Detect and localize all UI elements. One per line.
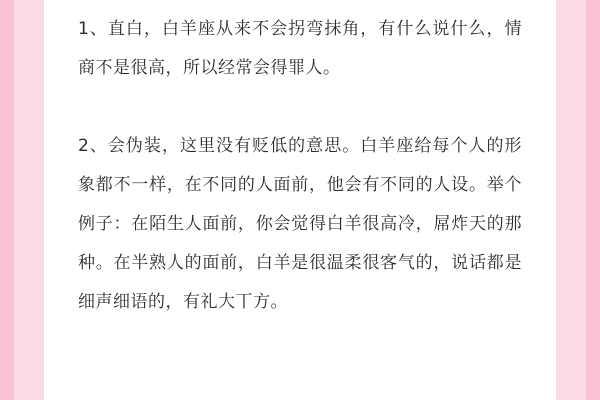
right-border-band bbox=[586, 0, 600, 400]
document-content bbox=[78, 0, 522, 400]
right-inner-band bbox=[552, 0, 586, 400]
left-border-band bbox=[0, 0, 14, 400]
left-wave-edge bbox=[44, 0, 66, 400]
paragraph-2: 2、会伪装，这里没有贬低的意思。白羊座给每个人的形象都不一样，在不同的人面前，他会有不同的人设。举个例子：在陌生人面前，你会觉得白羊很高冷，屌炸天的那种。在半熟人的面前，白羊是很温柔很客气的，说话都是细声细语的，有礼大丅方。 bbox=[78, 136, 522, 312]
left-inner-band bbox=[14, 0, 48, 400]
paragraph-1: 1、直白，白羊座从来不会拐弯抹角，有什么说什么，情商不是很高，所以经常会得罪人。 bbox=[78, 19, 522, 78]
right-wave-edge bbox=[534, 0, 556, 400]
